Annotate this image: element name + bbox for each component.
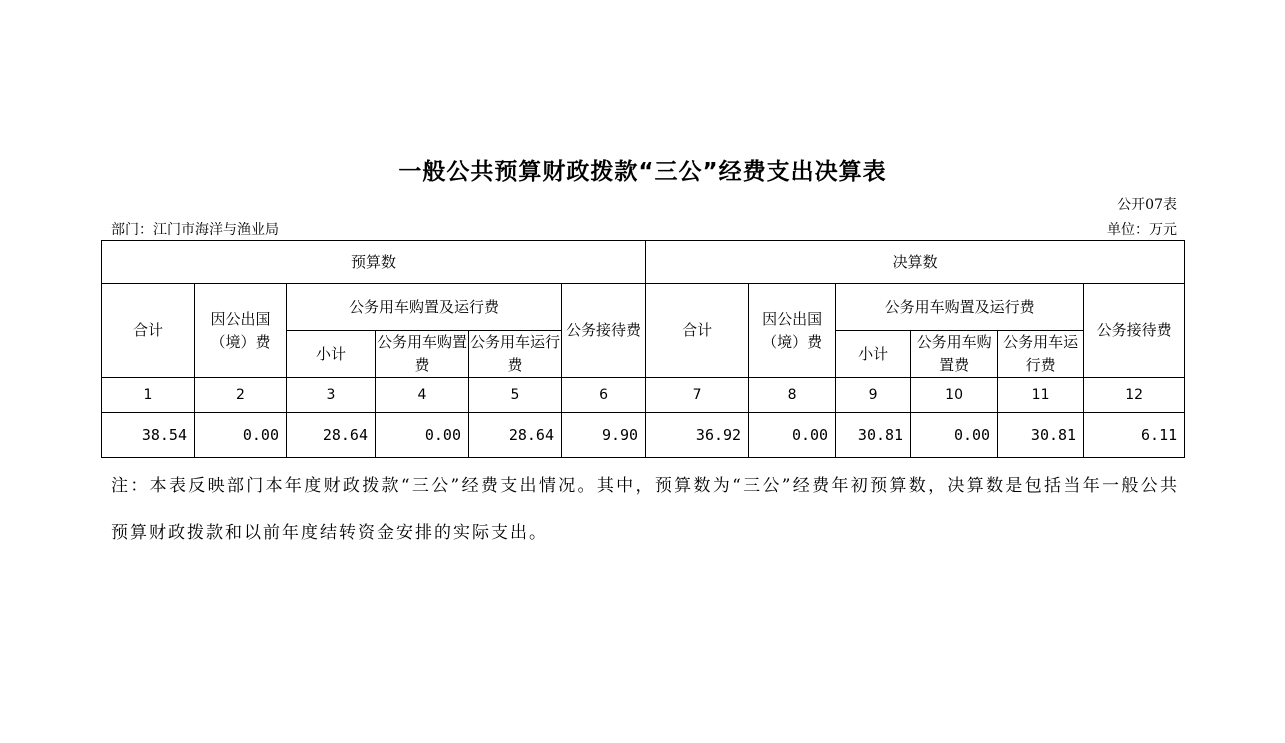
value-cell: 30.81 [836,413,911,458]
budget-vehicle-operation-header: 公务用车运行费 [469,331,562,378]
final-reception-header: 公务接待费 [1084,284,1185,378]
expense-table [101,240,1185,458]
value-cell: 6.11 [1084,413,1185,458]
column-number: 4 [376,378,469,413]
unit-label: 单位：万元 [1107,222,1177,238]
column-number: 10 [911,378,998,413]
column-number: 7 [646,378,749,413]
column-number: 9 [836,378,911,413]
value-cell: 38.54 [102,413,195,458]
value-cell: 9.90 [562,413,646,458]
final-abroad-header: 因公出国（境）费 [749,284,836,378]
budget-abroad-header: 因公出国（境）费 [195,284,287,378]
table-note: 注：本表反映部门本年度财政拨款“三公”经费支出情况。其中，预算数为“三公”经费年初预算数，决算数是包括当年一般公共预算财政拨款和以前年度结转资金安排的实际支出。 [111,476,1179,543]
department-label: 部门：江门市海洋与渔业局 [111,222,279,238]
final-vehicle-purchase-header: 公务用车购置费 [911,331,998,378]
final-vehicle-group-header: 公务用车购置及运行费 [836,284,1084,331]
budget-header: 预算数 [102,241,646,284]
value-cell: 28.64 [469,413,562,458]
column-number: 8 [749,378,836,413]
value-cell: 30.81 [998,413,1084,458]
column-number-row [102,378,1185,413]
value-cell: 0.00 [376,413,469,458]
final-subtotal-header: 小计 [836,331,911,378]
form-number: 公开07表 [1117,197,1177,213]
budget-total-header: 合计 [102,284,195,378]
final-header: 决算数 [646,241,1185,284]
page-title: 一般公共预算财政拨款“三公”经费支出决算表 [398,159,887,185]
column-number: 2 [195,378,287,413]
budget-reception-header: 公务接待费 [562,284,646,378]
budget-vehicle-purchase-header: 公务用车购置费 [376,331,469,378]
budget-vehicle-group-header: 公务用车购置及运行费 [287,284,562,331]
column-number: 3 [287,378,376,413]
column-number: 11 [998,378,1084,413]
column-number: 5 [469,378,562,413]
value-cell: 28.64 [287,413,376,458]
budget-subtotal-header: 小计 [287,331,376,378]
value-cell: 36.92 [646,413,749,458]
column-number: 6 [562,378,646,413]
column-number: 1 [102,378,195,413]
value-cell: 0.00 [195,413,287,458]
column-number: 12 [1084,378,1185,413]
value-cell: 0.00 [911,413,998,458]
final-vehicle-operation-header: 公务用车运行费 [998,331,1084,378]
value-row [102,413,1185,458]
value-cell: 0.00 [749,413,836,458]
final-total-header: 合计 [646,284,749,378]
